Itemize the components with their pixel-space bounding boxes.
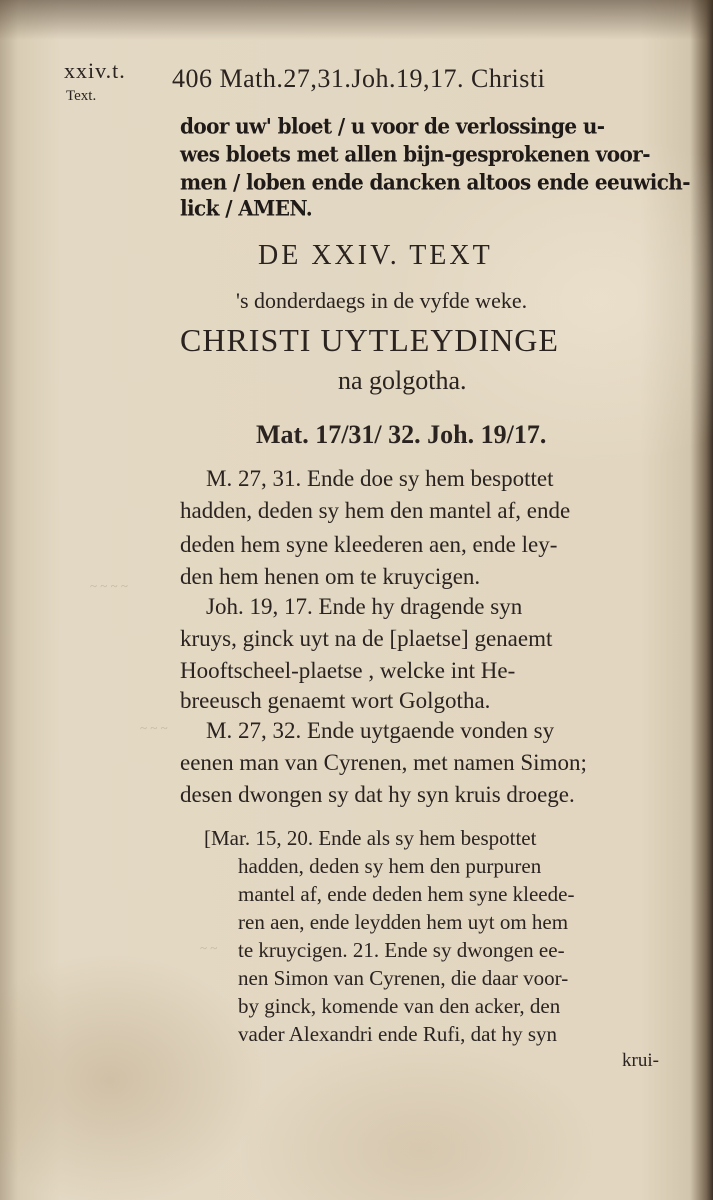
- verse-line: M. 27, 31. Ende doe sy hem bespottet: [206, 466, 554, 491]
- prayer-line: men / loben ende dancken altoos ende eeuwich-: [180, 169, 690, 195]
- verse-line: den hem henen om te kruycigen.: [180, 564, 481, 589]
- bleed-through-mark: ~ ~ ~ ~: [90, 578, 128, 593]
- bleed-through-mark: ~ ~: [200, 940, 218, 955]
- verse-line: eenen man van Cyrenen, met namen Simon;: [180, 750, 587, 775]
- bleed-through-mark: ~ ~ ~: [140, 720, 168, 735]
- mark-passage-line: ren aen, ende leydden hem uyt om hem: [238, 910, 569, 934]
- mark-passage-line: vader Alexandri ende Rufi, dat hy syn: [238, 1022, 557, 1046]
- page-top-shadow: [0, 0, 713, 40]
- section-marker-sub: Text.: [66, 88, 97, 104]
- catchword: krui-: [622, 1050, 659, 1071]
- day-subtitle: 's donderdaegs in de vyfde weke.: [236, 288, 528, 313]
- verse-line: breeusch genaemt wort Golgotha.: [180, 688, 491, 713]
- verse-line: Joh. 19, 17. Ende hy dragende syn: [206, 594, 523, 619]
- text-number-title: DE XXIV. TEXT: [258, 240, 493, 271]
- section-marker: xxiv.t.: [64, 58, 126, 83]
- prayer-line: door uw' bloet / u voor de verlossinge u-: [180, 113, 605, 139]
- prayer-line: lick / AMEN.: [180, 195, 313, 221]
- mark-passage-line: te kruycigen. 21. Ende sy dwongen ee-: [238, 938, 565, 962]
- section-heading-2: na golgotha.: [338, 366, 467, 395]
- section-heading: CHRISTI UYTLEYDINGE: [180, 322, 559, 358]
- verse-line: deden hem syne kleederen aen, ende ley-: [180, 532, 558, 557]
- prayer-line: wes bloets met allen bijn-gesprokenen voor-: [180, 141, 650, 167]
- running-head: 406 Math.27,31.Joh.19,17. Christi: [172, 64, 546, 93]
- mark-passage-line: [Mar. 15, 20. Ende als sy hem bespottet: [204, 826, 537, 850]
- verse-line: M. 27, 32. Ende uytgaende vonden sy: [206, 718, 555, 743]
- verse-line: desen dwongen sy dat hy syn kruis droege.: [180, 782, 575, 807]
- scripture-reference: Mat. 17/31/ 32. Joh. 19/17.: [256, 420, 547, 449]
- verse-line: hadden, deden sy hem den mantel af, ende: [180, 498, 571, 523]
- mark-passage-line: nen Simon van Cyrenen, die daar voor-: [238, 966, 569, 990]
- mark-passage-line: hadden, deden sy hem den purpuren: [238, 854, 542, 878]
- verse-line: kruys, ginck uyt na de [plaetse] genaemt: [180, 626, 553, 651]
- mark-passage-line: mantel af, ende deden hem syne kleede-: [238, 882, 575, 906]
- mark-passage-line: by ginck, komende van den acker, den: [238, 994, 561, 1018]
- verse-line: Hooftscheel-plaetse , welcke int He-: [180, 658, 516, 683]
